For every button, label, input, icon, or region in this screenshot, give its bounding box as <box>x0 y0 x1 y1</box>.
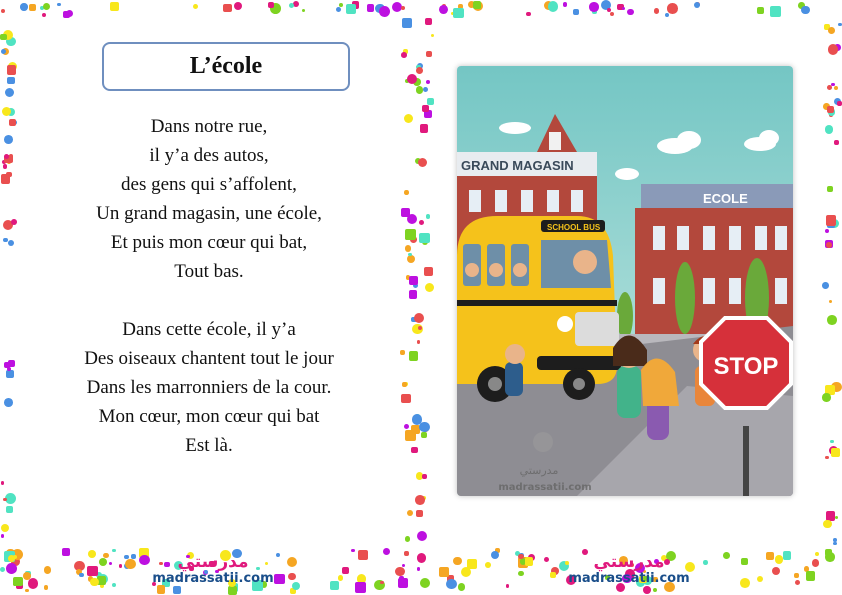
confetti-dot <box>3 238 8 243</box>
confetti-dot <box>825 125 833 133</box>
confetti-dot <box>0 34 7 41</box>
decorative-border-middle <box>400 18 434 548</box>
confetti-dot <box>424 267 433 276</box>
confetti-dot <box>828 27 835 34</box>
confetti-dot <box>766 552 774 560</box>
confetti-dot <box>7 367 11 371</box>
confetti-dot <box>526 12 531 17</box>
watermark-arabic: مدرستي <box>519 464 559 477</box>
confetti-dot <box>417 531 427 541</box>
confetti-dot <box>383 548 390 555</box>
poem-line: Tout bas. <box>174 261 244 282</box>
confetti-dot <box>775 555 783 563</box>
confetti-dot <box>416 86 423 93</box>
brand-url: madrassatii.com <box>568 571 690 586</box>
confetti-dot <box>422 105 429 112</box>
confetti-dot <box>405 536 411 542</box>
confetti-dot <box>822 282 829 289</box>
confetti-dot <box>401 394 410 403</box>
confetti-dot <box>6 563 17 574</box>
confetti-dot <box>1 481 5 485</box>
confetti-dot <box>25 589 28 592</box>
confetti-dot <box>351 549 355 553</box>
watermark-url: madrassatii.com <box>498 482 592 493</box>
confetti-dot <box>829 300 832 303</box>
confetti-dot <box>461 567 471 577</box>
poem-line: il y’a des autos, <box>149 145 269 166</box>
confetti-dot <box>426 80 430 84</box>
school-sign: ECOLE <box>703 191 748 206</box>
confetti-dot <box>420 578 430 588</box>
confetti-dot <box>795 580 800 585</box>
poem-line: Et puis mon cœur qui bat, <box>110 232 308 253</box>
confetti-dot <box>87 566 98 577</box>
confetti-dot <box>8 240 14 246</box>
confetti-dot <box>794 573 799 578</box>
confetti-dot <box>339 3 343 7</box>
confetti-dot <box>13 577 22 586</box>
confetti-dot <box>823 520 832 529</box>
confetti-dot <box>404 424 409 429</box>
confetti-dot <box>63 11 70 18</box>
confetti-dot <box>412 414 422 424</box>
confetti-dot <box>268 2 274 8</box>
school-bus <box>457 216 621 402</box>
confetti-dot <box>409 290 417 298</box>
bus-sign: SCHOOL BUS <box>547 223 601 232</box>
confetti-dot <box>302 9 305 12</box>
confetti-dot <box>346 4 356 14</box>
brand-arabic: مدرستي <box>593 552 665 572</box>
confetti-dot <box>193 4 199 10</box>
confetti-dot <box>336 7 341 12</box>
confetti-dot <box>112 549 116 553</box>
confetti-dot <box>825 229 829 233</box>
confetti-dot <box>90 578 99 587</box>
confetti-dot <box>835 387 839 391</box>
stop-sign-text: STOP <box>713 353 779 380</box>
confetti-dot <box>5 493 16 504</box>
confetti-dot <box>401 6 405 10</box>
confetti-dot <box>407 74 417 84</box>
confetti-dot <box>833 542 836 545</box>
confetti-dot <box>23 572 31 580</box>
confetti-dot <box>446 579 456 589</box>
confetti-dot <box>404 551 409 556</box>
confetti-dot <box>415 495 425 505</box>
confetti-dot <box>518 571 523 576</box>
confetti-dot <box>491 551 500 560</box>
confetti-dot <box>4 154 9 159</box>
school-street-illustration <box>457 66 793 496</box>
confetti-dot <box>338 575 344 581</box>
confetti-dot <box>401 52 407 58</box>
confetti-dot <box>379 6 390 17</box>
confetti-dot <box>783 551 791 559</box>
confetti-dot <box>427 98 434 105</box>
confetti-dot <box>694 2 700 8</box>
confetti-dot <box>426 51 432 57</box>
confetti-dot <box>42 13 46 17</box>
confetti-dot <box>473 1 480 8</box>
confetti-dot <box>607 8 611 12</box>
confetti-dot <box>109 562 112 565</box>
confetti-dot <box>342 567 349 574</box>
confetti-dot <box>400 350 405 355</box>
confetti-dot <box>419 220 424 225</box>
confetti-dot <box>289 3 294 8</box>
confetti-dot <box>653 588 657 592</box>
confetti-dot <box>395 567 404 576</box>
confetti-dot <box>99 558 107 566</box>
confetti-dot <box>402 382 408 388</box>
confetti-dot <box>44 585 48 589</box>
confetti-dot <box>573 9 579 15</box>
confetti-dot <box>11 219 17 225</box>
confetti-dot <box>88 550 96 558</box>
confetti-dot <box>228 586 237 595</box>
confetti-dot <box>62 548 70 556</box>
confetti-dot <box>402 564 405 567</box>
confetti-dot <box>416 67 423 74</box>
confetti-dot <box>100 584 104 588</box>
confetti-dot <box>407 255 415 263</box>
confetti-dot <box>723 552 730 559</box>
confetti-dot <box>563 2 568 7</box>
confetti-dot <box>7 77 15 85</box>
confetti-dot <box>627 9 633 15</box>
footer-brand-left <box>118 553 308 587</box>
confetti-dot <box>506 584 510 588</box>
confetti-dot <box>826 215 836 225</box>
confetti-dot <box>57 3 61 7</box>
confetti-dot <box>398 578 408 588</box>
confetti-dot <box>812 559 819 566</box>
confetti-dot <box>826 242 832 248</box>
confetti-dot <box>425 283 434 292</box>
confetti-dot <box>485 562 491 568</box>
confetti-dot <box>416 510 423 517</box>
confetti-dot <box>223 4 231 12</box>
confetti-dot <box>79 573 83 577</box>
poem-line: Dans cette école, il y’a <box>122 319 296 340</box>
poem-line: Mon cœur, mon cœur qui bat <box>98 406 320 427</box>
confetti-dot <box>815 552 819 556</box>
confetti-dot <box>757 7 764 14</box>
confetti-dot <box>234 2 242 10</box>
title-box <box>102 42 350 91</box>
brand-arabic: مدرستي <box>177 552 249 572</box>
confetti-dot <box>622 7 625 10</box>
confetti-dot <box>419 233 430 244</box>
confetti-dot <box>801 6 810 15</box>
poem-line: des gens qui s’affolent, <box>121 174 297 195</box>
confetti-dot <box>418 158 427 167</box>
decorative-border-top <box>0 0 842 18</box>
confetti-dot <box>1 534 4 537</box>
confetti-dot <box>831 448 840 457</box>
confetti-dot <box>1 9 5 13</box>
confetti-dot <box>757 576 763 582</box>
confetti-dot <box>28 578 38 588</box>
confetti-dot <box>367 4 375 12</box>
confetti-dot <box>4 135 13 144</box>
confetti-dot <box>417 340 420 343</box>
confetti-dot <box>827 315 836 324</box>
confetti-dot <box>772 567 781 576</box>
confetti-dot <box>589 2 598 11</box>
confetti-dot <box>44 566 51 573</box>
confetti-dot <box>402 18 412 28</box>
confetti-dot <box>838 23 842 27</box>
confetti-dot <box>8 555 15 562</box>
confetti-dot <box>654 8 659 13</box>
footer-brand-right <box>534 553 724 587</box>
confetti-dot <box>548 1 559 12</box>
confetti-dot <box>421 432 427 438</box>
poem-text <box>18 112 400 460</box>
confetti-dot <box>3 164 7 168</box>
confetti-dot <box>7 65 17 75</box>
confetti-dot <box>425 18 432 25</box>
confetti-dot <box>837 101 842 106</box>
store-sign: GRAND MAGASIN <box>461 158 574 173</box>
confetti-dot <box>404 190 408 194</box>
confetti-dot <box>404 114 413 123</box>
confetti-dot <box>770 6 781 17</box>
confetti-dot <box>29 4 36 11</box>
confetti-dot <box>525 557 534 566</box>
confetti-dot <box>827 106 833 112</box>
confetti-dot <box>405 229 416 240</box>
confetti-dot <box>173 586 181 594</box>
confetti-dot <box>401 208 411 218</box>
confetti-dot <box>426 214 430 218</box>
page-title: L’école <box>189 53 263 79</box>
confetti-dot <box>43 3 50 10</box>
confetti-dot <box>407 510 413 516</box>
confetti-dot <box>1 524 9 532</box>
confetti-dot <box>518 554 523 559</box>
confetti-dot <box>667 3 678 14</box>
confetti-dot <box>4 398 13 407</box>
confetti-dot <box>414 313 424 323</box>
confetti-dot <box>830 440 833 443</box>
confetti-dot <box>0 567 5 572</box>
confetti-dot <box>822 393 830 401</box>
confetti-dot <box>453 8 463 18</box>
confetti-dot <box>103 553 108 558</box>
confetti-dot <box>834 86 838 90</box>
confetti-dot <box>458 583 465 590</box>
confetti-dot <box>9 119 16 126</box>
confetti-dot <box>6 370 14 378</box>
confetti-dot <box>20 3 27 10</box>
decorative-border-right <box>822 18 842 548</box>
poem-line: Un grand magasin, une école, <box>96 203 322 224</box>
confetti-dot <box>355 582 366 593</box>
confetti-dot <box>825 456 828 459</box>
confetti-dot <box>409 276 418 285</box>
poem-page <box>18 18 400 548</box>
poem-line: Des oiseaux chantent tout le jour <box>84 348 334 369</box>
poem-line: Dans les marronniers de la cour. <box>86 377 332 398</box>
confetti-dot <box>643 586 651 594</box>
confetti-dot <box>439 567 449 577</box>
confetti-dot <box>417 553 427 563</box>
confetti-dot <box>806 571 815 580</box>
confetti-dot <box>330 581 339 590</box>
confetti-dot <box>834 140 839 145</box>
confetti-dot <box>665 13 669 17</box>
confetti-dot <box>6 172 11 177</box>
confetti-dot <box>405 245 411 251</box>
confetti-dot <box>408 253 411 256</box>
confetti-dot <box>439 5 448 14</box>
confetti-dot <box>358 550 368 560</box>
confetti-dot <box>828 44 839 55</box>
poem-line: Est là. <box>185 435 233 456</box>
confetti-dot <box>827 85 832 90</box>
confetti-dot <box>417 567 420 570</box>
confetti-dot <box>110 2 119 11</box>
confetti-dot <box>422 474 427 479</box>
confetti-dot <box>423 87 428 92</box>
confetti-dot <box>741 558 748 565</box>
confetti-dot <box>409 351 418 360</box>
school-building <box>635 184 793 334</box>
confetti-dot <box>6 506 13 513</box>
confetti-dot <box>827 186 833 192</box>
decorative-border-left <box>0 18 18 548</box>
confetti-dot <box>825 549 832 556</box>
confetti-dot <box>833 538 837 542</box>
confetti-dot <box>610 12 614 16</box>
confetti-dot <box>740 578 750 588</box>
confetti-dot <box>112 583 116 587</box>
confetti-dot <box>5 88 14 97</box>
confetti-dot <box>420 124 429 133</box>
confetti-dot <box>835 516 838 519</box>
brand-url: madrassatii.com <box>152 571 274 586</box>
poem-line: Dans notre rue, <box>150 116 268 137</box>
confetti-dot <box>453 557 461 565</box>
confetti-dot <box>411 447 418 454</box>
